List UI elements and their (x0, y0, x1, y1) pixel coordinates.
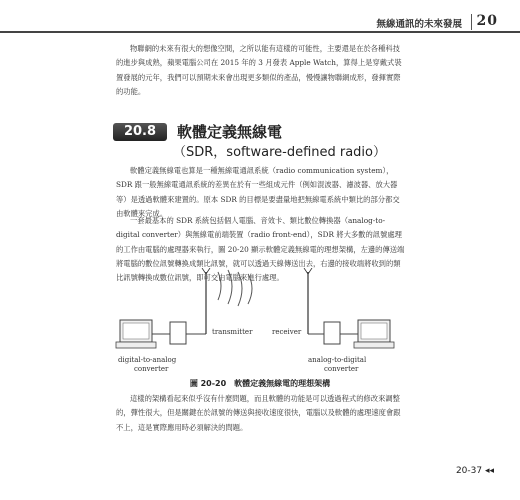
transmitter-antenna-icon (202, 268, 210, 334)
transmitter-label: transmitter (212, 328, 253, 336)
header-title: 無線通訊的未來發展 (376, 19, 462, 30)
header-separator (471, 14, 472, 30)
figure-caption: 圖 20-20 軟體定義無線電的理想架構 (189, 379, 331, 388)
adc-label-line1: analog-to-digital (308, 356, 367, 364)
closing-paragraph: 這樣的架構看起來似乎沒有什麼問題，而且軟體的功能是可以透過程式的修改來調整的，彈性很大，但是關鍵在於訊號的傳送與接收速度很快，電腦以及軟體的處理速度會跟不上，這是實際應用時必須解決的問題。 (116, 394, 401, 432)
sdr-definition-paragraph: 軟體定義無線電也算是一種無線電通訊系統（radio communication system），SDR 跟一般無線電通訊系統的差異在於有一些組成元件（例如混波器、濾波器、放大器等）是透過軟體來建置的。原本 SDR 的目標是要盡量地把無線電系統中類比的部分都交由軟體來完成。 (116, 166, 400, 218)
chapter-number: 20 (476, 13, 498, 29)
radio-waves-icon (218, 270, 252, 306)
section-subtitle: （SDR，software-defined radio） (173, 145, 387, 160)
header-rule (0, 31, 520, 33)
sdr-system-paragraph: 一套最基本的 SDR 系統包括個人電腦、音效卡、類比數位轉換器（analog-to-digital converter）與無線電前端裝置（radio front-end），SDR 將大多數的訊號處理的工作由電腦的處理器來執行，圖 20-20 顯示軟體定義無線電的理想架構，左邊的傳送端將電腦的數位訊號轉換成類比訊號，就可以透過天線傳送出去，右邊的接收端將收到的類比訊號轉換成數位訊號，即可交由電腦來進行處理。 (116, 216, 405, 283)
running-header (0, 14, 520, 32)
section-title: 軟體定義無線電 (177, 123, 283, 141)
dac-label-line2: converter (134, 365, 169, 373)
transmitter-computer-icon (116, 320, 156, 348)
sdr-architecture-figure (112, 268, 412, 380)
intro-paragraph: 物聯網的未來有很大的想像空間，之所以能有這樣的可能性，主要還是在於各種科技的進步與成熟，蘋果電腦公司在 2015 年的 3 月發表 Apple Watch，算得上是穿戴式裝置發展的元年，我們可以預期未來會出現更多類似的產品，慢慢讓物聯網成形，發揮實際的功能。 (116, 44, 402, 96)
adc-box (324, 322, 340, 344)
page-number: 20-37 ◂◂ (455, 466, 494, 476)
section-heading (113, 121, 413, 161)
dac-label-line1: digital-to-analog (118, 356, 177, 364)
adc-label-line2: converter (324, 365, 359, 373)
dac-box (170, 322, 186, 344)
receiver-antenna-icon (304, 268, 312, 334)
receiver-computer-icon (354, 320, 394, 348)
section-number-badge: 20.8 (113, 123, 167, 141)
receiver-label: receiver (272, 328, 302, 336)
